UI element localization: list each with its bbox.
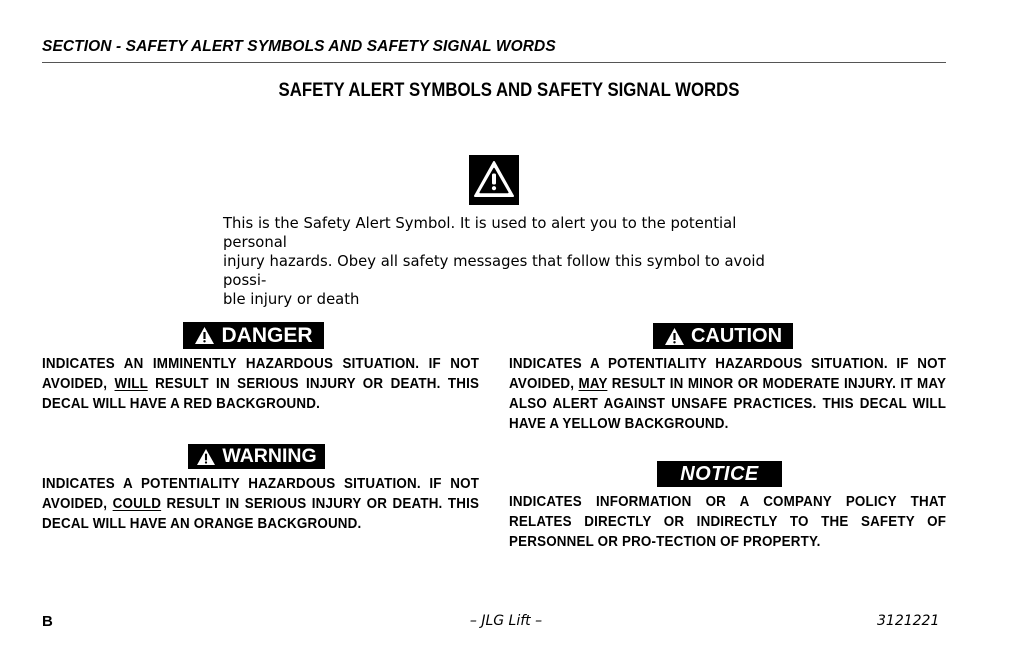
- alert-symbol-description: [223, 214, 783, 309]
- warning-triangle-icon: [194, 326, 215, 345]
- caution-label-text: CAUTION: [690, 324, 783, 347]
- danger-text-before: INDICATES AN IMMINENTLY HAZARDOUS SITUATION. IF NOT AVOIDED,: [42, 356, 480, 392]
- danger-text-after: RESULT IN SERIOUS INJURY OR DEATH. THIS DECAL WILL HAVE A RED BACKGROUND.: [42, 376, 480, 412]
- caution-description: [509, 354, 946, 434]
- page-title: SAFETY ALERT SYMBOLS AND SAFETY SIGNAL WORDS: [278, 79, 740, 101]
- warning-label: [188, 444, 325, 469]
- warning-emphasis: COULD: [112, 496, 162, 512]
- header-divider: [42, 62, 946, 63]
- caution-text-after: RESULT IN MINOR OR MODERATE INJURY. IT MAY ALSO ALERT AGAINST UNSAFE PRACTICES. THIS DECAL WILL HAVE A YELLOW BACKGROUND.: [509, 376, 947, 432]
- alert-description-line: This is the Safety Alert Symbol. It is used to alert you to the potential personal: [223, 215, 737, 251]
- notice-label-text: NOTICE: [680, 462, 759, 485]
- danger-label-text: DANGER: [221, 323, 313, 347]
- danger-emphasis: WILL: [114, 376, 148, 392]
- alert-description-line: injury hazards. Obey all safety messages that follow this symbol to avoid possi-: [223, 253, 765, 289]
- warning-triangle-icon: [664, 327, 685, 346]
- warning-text-before: INDICATES A POTENTIALITY HAZARDOUS SITUATION. IF NOT AVOIDED,: [42, 476, 480, 512]
- danger-description: [42, 354, 479, 414]
- section-header-title: SECTION - SAFETY ALERT SYMBOLS AND SAFETY SIGNAL WORDS: [42, 38, 556, 55]
- caution-emphasis: MAY: [578, 376, 608, 392]
- notice-label: [657, 461, 782, 487]
- footer-brand: – JLG Lift –: [469, 613, 543, 629]
- safety-alert-symbol-icon: [469, 155, 519, 205]
- warning-description: [42, 474, 479, 534]
- warning-triangle-icon: [196, 448, 216, 466]
- caution-text-before: INDICATES A POTENTIALITY HAZARDOUS SITUATION. IF NOT AVOIDED,: [509, 356, 947, 392]
- footer-doc-number: 3121221: [877, 613, 940, 629]
- warning-label-text: WARNING: [222, 445, 317, 467]
- danger-label: [183, 322, 324, 349]
- warning-text-after: RESULT IN SERIOUS INJURY OR DEATH. THIS DECAL WILL HAVE AN ORANGE BACKGROUND.: [42, 496, 480, 532]
- notice-description: INDICATES INFORMATION OR A COMPANY POLICY THAT RELATES DIRECTLY OR INDIRECTLY TO THE SAFETY OF PERSONNEL OR PRO-TECTION OF PROPERTY.: [509, 494, 947, 550]
- caution-label: [653, 323, 793, 349]
- footer-page-id: B: [42, 613, 53, 630]
- alert-description-line: ble injury or death: [223, 291, 360, 308]
